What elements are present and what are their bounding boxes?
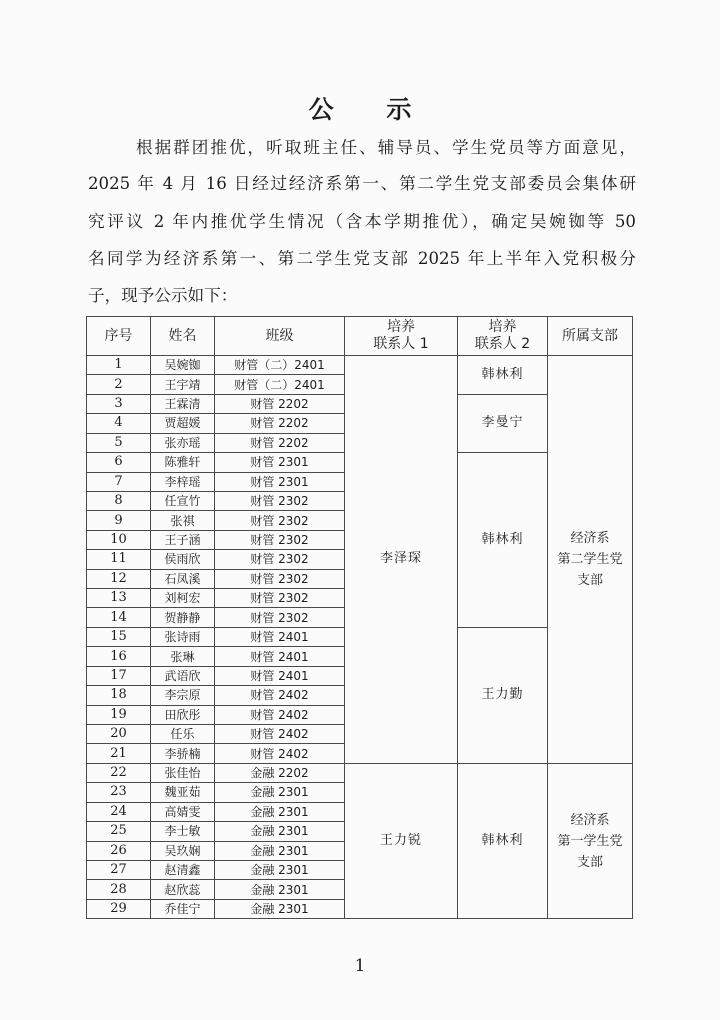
cell-name: 张琳 xyxy=(151,647,215,666)
cell-class: 财管 2401 xyxy=(215,666,345,685)
cell-name: 田欣彤 xyxy=(151,705,215,724)
cell-no: 8 xyxy=(87,491,151,510)
cell-name: 张亦瑶 xyxy=(151,433,215,452)
cell-no: 26 xyxy=(87,841,151,860)
cell-class: 金融 2301 xyxy=(215,822,345,841)
cell-no: 25 xyxy=(87,822,151,841)
cell-class: 财管 2301 xyxy=(215,453,345,472)
cell-class: 财管 2202 xyxy=(215,394,345,413)
header-contact2: 培养 联系人 2 xyxy=(458,317,548,356)
cell-name: 侯雨欣 xyxy=(151,550,215,569)
cell-name: 陈雅轩 xyxy=(151,453,215,472)
cell-no: 13 xyxy=(87,589,151,608)
cell-no: 12 xyxy=(87,569,151,588)
cell-name: 张诗雨 xyxy=(151,627,215,646)
cell-contact2: 韩林利 xyxy=(458,453,548,628)
cell-name: 李宗原 xyxy=(151,686,215,705)
cell-no: 29 xyxy=(87,899,151,918)
cell-no: 3 xyxy=(87,394,151,413)
cell-class: 金融 2301 xyxy=(215,880,345,899)
cell-class: 财管 2302 xyxy=(215,589,345,608)
header-class: 班级 xyxy=(215,317,345,356)
cell-name: 李梓瑶 xyxy=(151,472,215,491)
cell-name: 吴婉铷 xyxy=(151,356,215,375)
cell-class: 金融 2301 xyxy=(215,860,345,879)
cell-no: 23 xyxy=(87,783,151,802)
cell-no: 2 xyxy=(87,375,151,394)
cell-class: 金融 2301 xyxy=(215,802,345,821)
cell-contact2: 韩林利 xyxy=(458,356,548,395)
cell-contact1: 李泽琛 xyxy=(345,356,458,764)
header-contact1: 培养 联系人 1 xyxy=(345,317,458,356)
cell-name: 任宣竹 xyxy=(151,491,215,510)
cell-name: 赵清鑫 xyxy=(151,860,215,879)
cell-name: 王霖清 xyxy=(151,394,215,413)
cell-class: 金融 2301 xyxy=(215,899,345,918)
cell-name: 李骄楠 xyxy=(151,744,215,763)
cell-class: 财管 2302 xyxy=(215,491,345,510)
cell-no: 24 xyxy=(87,802,151,821)
cell-name: 刘柯宏 xyxy=(151,589,215,608)
cell-no: 7 xyxy=(87,472,151,491)
cell-no: 5 xyxy=(87,433,151,452)
cell-class: 金融 2202 xyxy=(215,763,345,782)
cell-contact2: 李曼宁 xyxy=(458,394,548,452)
cell-name: 王宇靖 xyxy=(151,375,215,394)
cell-no: 19 xyxy=(87,705,151,724)
cell-class: 财管 2301 xyxy=(215,472,345,491)
cell-no: 22 xyxy=(87,763,151,782)
cell-name: 石凤溪 xyxy=(151,569,215,588)
cell-name: 乔佳宁 xyxy=(151,899,215,918)
cell-contact2: 王力勤 xyxy=(458,627,548,763)
cell-name: 武语欣 xyxy=(151,666,215,685)
paragraph-line: 子，现予公示如下： xyxy=(88,286,238,305)
cell-contact1: 王力锐 xyxy=(345,763,458,918)
paragraph-line: 名同学为经济系第一、第二学生党支部 2025 年上半年入党积极分 xyxy=(88,249,636,268)
candidate-table xyxy=(86,316,633,919)
cell-name: 王子涵 xyxy=(151,530,215,549)
cell-no: 21 xyxy=(87,744,151,763)
cell-name: 吴玖娴 xyxy=(151,841,215,860)
paragraph-line: 根据群团推优，听取班主任、辅导员、学生党员等方面意见， xyxy=(136,138,636,157)
header-no: 序号 xyxy=(87,317,151,356)
cell-class: 财管 2302 xyxy=(215,569,345,588)
cell-no: 6 xyxy=(87,453,151,472)
cell-class: 财管（二）2401 xyxy=(215,356,345,375)
cell-name: 魏亚茹 xyxy=(151,783,215,802)
cell-class: 财管 2302 xyxy=(215,530,345,549)
cell-branch: 经济系 第一学生党 支部 xyxy=(548,763,633,918)
cell-class: 财管 2202 xyxy=(215,414,345,433)
cell-class: 财管 2402 xyxy=(215,686,345,705)
cell-no: 15 xyxy=(87,627,151,646)
cell-no: 16 xyxy=(87,647,151,666)
cell-no: 14 xyxy=(87,608,151,627)
cell-no: 28 xyxy=(87,880,151,899)
header-name: 姓名 xyxy=(151,317,215,356)
cell-no: 1 xyxy=(87,356,151,375)
cell-class: 财管 2401 xyxy=(215,627,345,646)
cell-no: 17 xyxy=(87,666,151,685)
cell-class: 金融 2301 xyxy=(215,841,345,860)
paragraph-line: 2025 年 4 月 16 日经过经济系第一、第二学生党支部委员会集体研 xyxy=(88,174,636,193)
cell-name: 贾超媛 xyxy=(151,414,215,433)
table-row xyxy=(87,356,633,375)
cell-name: 张佳怡 xyxy=(151,763,215,782)
cell-class: 财管 2402 xyxy=(215,705,345,724)
cell-class: 财管 2202 xyxy=(215,433,345,452)
cell-class: 金融 2301 xyxy=(215,783,345,802)
cell-no: 10 xyxy=(87,530,151,549)
cell-name: 李士敏 xyxy=(151,822,215,841)
cell-class: 财管 2302 xyxy=(215,608,345,627)
cell-class: 财管（二）2401 xyxy=(215,375,345,394)
page-number: 1 xyxy=(354,956,366,976)
cell-name: 张祺 xyxy=(151,511,215,530)
table-header-row xyxy=(87,317,633,356)
cell-branch: 经济系 第二学生党 支部 xyxy=(548,356,633,764)
cell-no: 11 xyxy=(87,550,151,569)
cell-class: 财管 2302 xyxy=(215,550,345,569)
cell-name: 任乐 xyxy=(151,725,215,744)
cell-contact2: 韩林利 xyxy=(458,763,548,918)
table-row xyxy=(87,763,633,782)
cell-name: 赵欣蕊 xyxy=(151,880,215,899)
cell-class: 财管 2401 xyxy=(215,647,345,666)
cell-name: 贺静静 xyxy=(151,608,215,627)
cell-no: 4 xyxy=(87,414,151,433)
cell-no: 18 xyxy=(87,686,151,705)
cell-class: 财管 2402 xyxy=(215,725,345,744)
cell-class: 财管 2302 xyxy=(215,511,345,530)
cell-name: 高婧雯 xyxy=(151,802,215,821)
page-title: 公 示 xyxy=(308,95,434,124)
cell-class: 财管 2402 xyxy=(215,744,345,763)
cell-no: 27 xyxy=(87,860,151,879)
cell-no: 9 xyxy=(87,511,151,530)
cell-no: 20 xyxy=(87,725,151,744)
header-branch: 所属支部 xyxy=(548,317,633,356)
paragraph-line: 究评议 2 年内推优学生情况（含本学期推优），确定吴婉铷等 50 xyxy=(88,212,636,231)
